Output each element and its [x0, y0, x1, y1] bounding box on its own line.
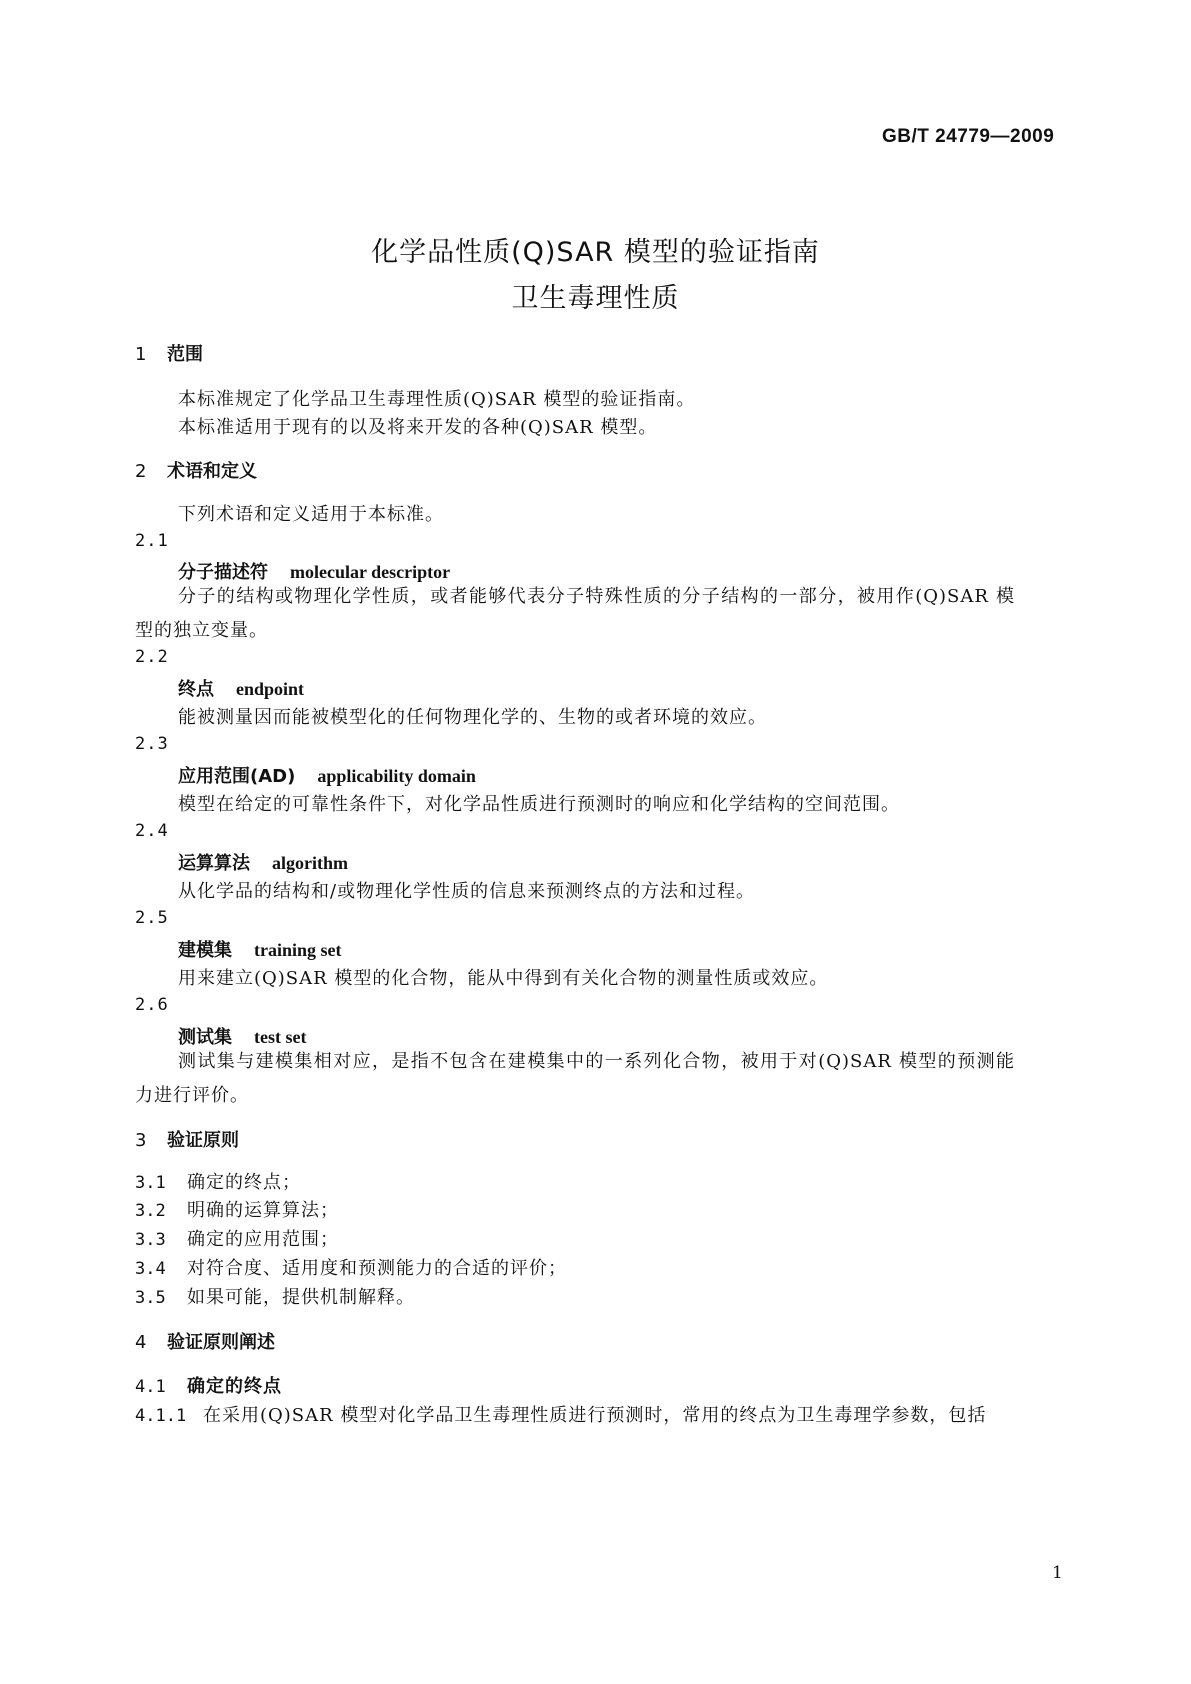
- term-number: 2.4: [135, 821, 169, 841]
- clause-number: 4.1.1: [135, 1406, 187, 1426]
- list-item: [135, 1196, 339, 1222]
- item-text: 确定的应用范围；: [187, 1229, 339, 1250]
- document-subtitle: 卫生毒理性质: [511, 283, 680, 314]
- paragraph: 本标准适用于现有的以及将来开发的各种(Q)SAR 模型。: [178, 417, 658, 438]
- section-heading-3: [135, 1126, 239, 1152]
- term-en: training set: [254, 940, 342, 960]
- item-text: 对符合度、适用度和预测能力的合适的评价；: [187, 1258, 567, 1279]
- item-number: 3.3: [135, 1230, 166, 1250]
- paragraph: 本标准规定了化学品卫生毒理性质(Q)SAR 模型的验证指南。: [178, 389, 696, 410]
- term-definition: 模型在给定的可靠性条件下，对化学品性质进行预测时的响应和化学结构的空间范围。: [178, 794, 900, 815]
- section-heading-2: [135, 457, 257, 483]
- term-entry: [178, 675, 304, 701]
- term-definition: 用来建立(Q)SAR 模型的化合物，能从中得到有关化合物的测量性质或效应。: [178, 968, 829, 989]
- item-number: 3.2: [135, 1201, 166, 1221]
- term-number: 2.3: [135, 734, 169, 754]
- term-zh: 应用范围(AD): [178, 766, 296, 787]
- term-number: 2.1: [135, 531, 169, 551]
- term-definition: 从化学品的结构和/或物理化学性质的信息来预测终点的方法和过程。: [178, 881, 756, 902]
- section-number: 4: [135, 1332, 147, 1353]
- list-item: [135, 1283, 415, 1309]
- term-en: test set: [254, 1027, 307, 1047]
- item-text: 确定的终点；: [187, 1172, 301, 1193]
- section-number: 1: [135, 344, 147, 365]
- section-heading-1: [135, 340, 203, 366]
- term-zh: 终点: [178, 679, 214, 700]
- item-text: 如果可能，提供机制解释。: [187, 1287, 415, 1308]
- clause: [135, 1401, 986, 1427]
- item-number: 3.5: [135, 1288, 166, 1308]
- section-title: 验证原则阐述: [167, 1332, 275, 1353]
- section-title: 范围: [167, 344, 203, 365]
- subsection-number: 4.1: [135, 1377, 166, 1397]
- term-number: 2.6: [135, 995, 169, 1015]
- term-zh: 建模集: [178, 940, 232, 961]
- term-number: 2.5: [135, 908, 169, 928]
- term-zh: 测试集: [178, 1027, 232, 1048]
- term-en: applicability domain: [317, 766, 476, 786]
- page-number: 1: [1052, 1563, 1063, 1583]
- term-entry: [178, 936, 342, 962]
- term-definition: 分子的结构或物理化学性质，或者能够代表分子特殊性质的分子结构的一部分，被用作(Q)SAR 模型的独立变量。: [135, 586, 1015, 641]
- subsection-title: 确定的终点: [187, 1376, 282, 1397]
- section-title: 术语和定义: [167, 461, 257, 482]
- term-en: algorithm: [272, 853, 348, 873]
- section-number: 2: [135, 461, 147, 482]
- list-item: [135, 1225, 339, 1251]
- section-heading-4: [135, 1328, 275, 1354]
- clause-text: 在采用(Q)SAR 模型对化学品卫生毒理性质进行预测时，常用的终点为卫生毒理学参数，包括: [203, 1405, 987, 1426]
- paragraph: 下列术语和定义适用于本标准。: [178, 504, 444, 525]
- term-entry: [178, 762, 476, 788]
- item-number: 3.1: [135, 1173, 166, 1193]
- term-definition: 测试集与建模集相对应，是指不包含在建模集中的一系列化合物，被用于对(Q)SAR 模型的预测能力进行评价。: [135, 1051, 1015, 1106]
- list-item: [135, 1168, 301, 1194]
- term-entry: [178, 849, 348, 875]
- subsection-heading: [135, 1372, 282, 1398]
- term-number: 2.2: [135, 647, 169, 667]
- term-zh: 运算算法: [178, 853, 250, 874]
- term-en: molecular descriptor: [290, 562, 451, 582]
- document-title: 化学品性质(Q)SAR 模型的验证指南: [371, 237, 820, 268]
- term-en: endpoint: [236, 679, 305, 699]
- section-number: 3: [135, 1130, 147, 1151]
- term-zh: 分子描述符: [178, 562, 268, 583]
- item-number: 3.4: [135, 1259, 166, 1279]
- term-definition: 能被测量因而能被模型化的任何物理化学的、生物的或者环境的效应。: [178, 707, 767, 728]
- item-text: 明确的运算算法；: [187, 1200, 339, 1221]
- section-title: 验证原则: [167, 1130, 239, 1151]
- list-item: [135, 1254, 567, 1280]
- standard-code: GB/T 24779—2009: [882, 126, 1055, 147]
